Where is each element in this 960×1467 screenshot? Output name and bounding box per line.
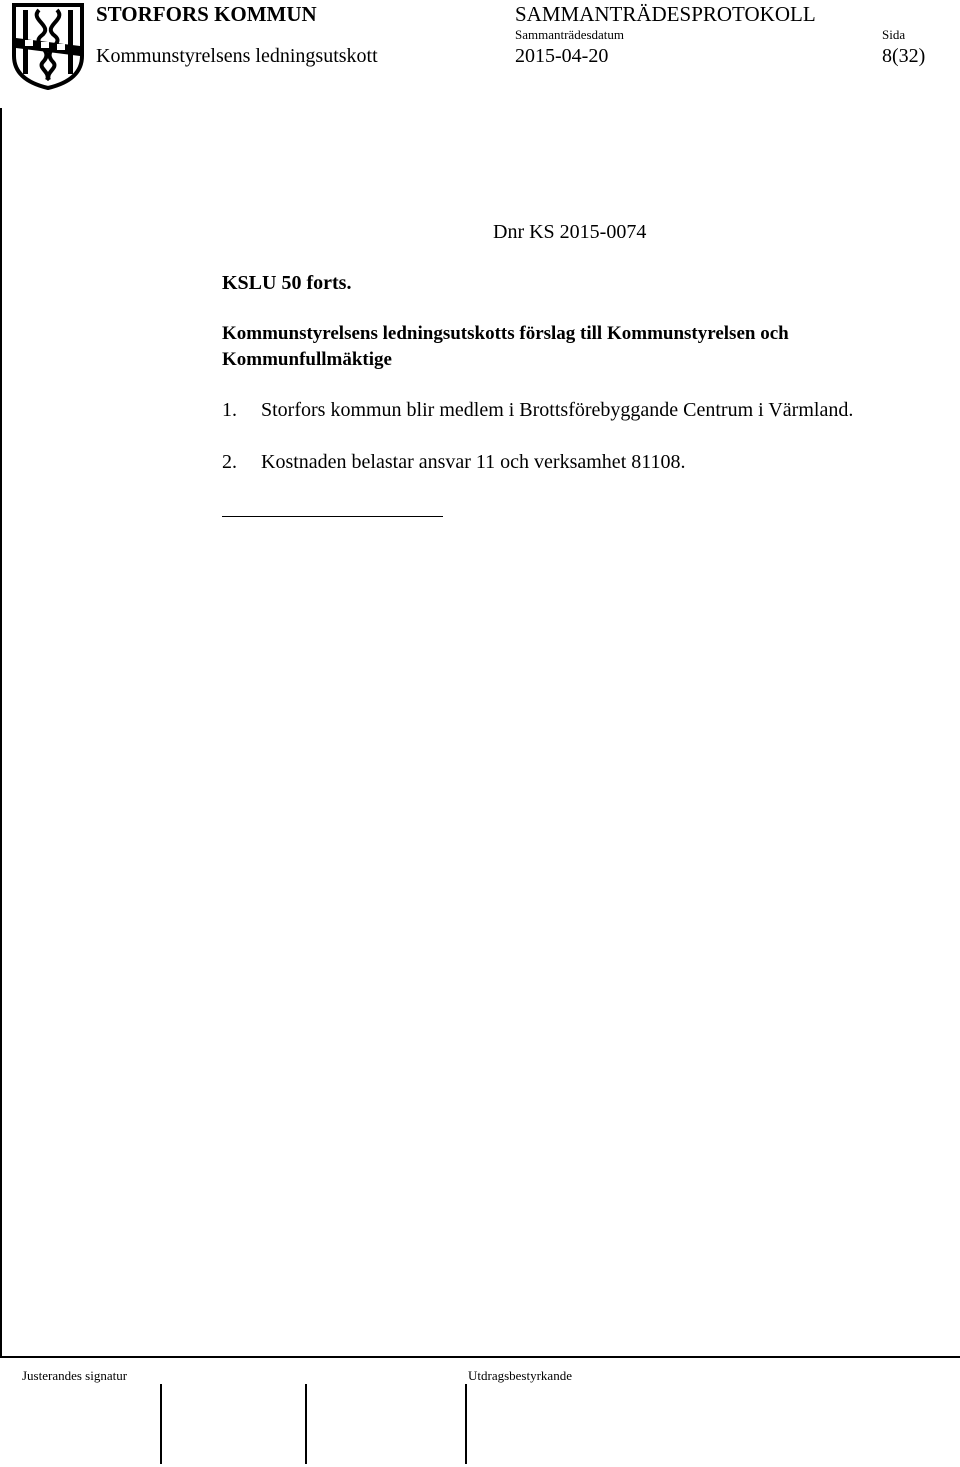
meeting-date: 2015-04-20 — [515, 45, 609, 67]
footer-rule — [0, 1356, 960, 1358]
list-item-text: Kostnaden belastar ansvar 11 och verksamhet 81108. — [261, 451, 686, 473]
list-item-text: Storfors kommun blir medlem i Brottsförebyggande Centrum i Värmland. — [261, 399, 854, 421]
organization-name: STORFORS KOMMUN — [96, 2, 317, 26]
case-number: Dnr KS 2015-0074 — [493, 221, 647, 243]
list-item-number: 2. — [222, 451, 237, 473]
coat-of-arms-icon — [11, 2, 85, 90]
end-of-section-rule — [222, 516, 443, 517]
document-type: SAMMANTRÄDESPROTOKOLL — [515, 2, 816, 26]
page-label: Sida — [882, 27, 906, 42]
left-margin-rule — [0, 108, 2, 1358]
committee-name: Kommunstyrelsens ledningsutskott — [96, 45, 378, 67]
section-heading: KSLU 50 forts. — [222, 272, 352, 294]
list-item — [222, 449, 686, 475]
list-item — [222, 397, 853, 423]
list-item-number: 1. — [222, 399, 237, 421]
signature-box-divider — [305, 1384, 307, 1464]
proposal-heading: Kommunstyrelsens ledningsutskotts förslag till Kommunstyrelsen och Kommunfullmäktige — [222, 323, 789, 370]
extract-label: Utdragsbestyrkande — [468, 1368, 572, 1383]
signature-box-divider — [160, 1384, 162, 1464]
signature-label: Justerandes signatur — [22, 1368, 128, 1383]
page-number: 8(32) — [882, 45, 926, 67]
meeting-date-label: Sammanträdesdatum — [515, 27, 625, 42]
signature-box-divider — [465, 1384, 467, 1464]
